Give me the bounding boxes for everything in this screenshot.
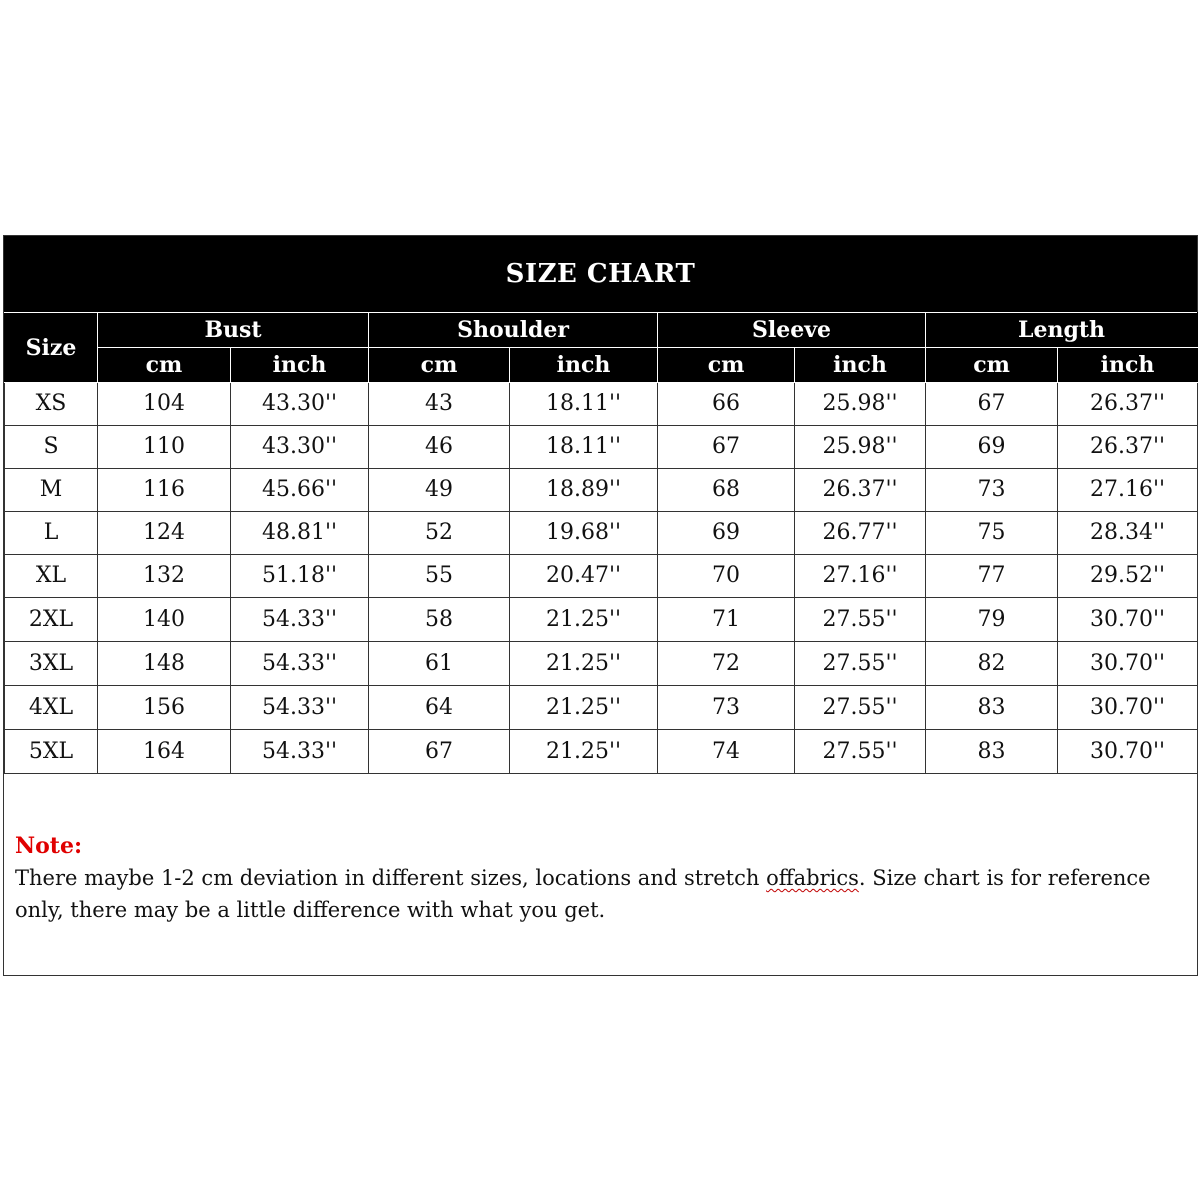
table-cell: 67 bbox=[369, 730, 510, 774]
table-cell: 21.25'' bbox=[510, 686, 658, 730]
table-cell: 104 bbox=[98, 383, 231, 426]
table-cell: 69 bbox=[926, 426, 1058, 469]
table-cell: 21.25'' bbox=[510, 730, 658, 774]
table-cell: 67 bbox=[926, 383, 1058, 426]
size-cell: XL bbox=[5, 555, 98, 598]
table-cell: 19.68'' bbox=[510, 512, 658, 555]
sleeve-group-header: Sleeve bbox=[658, 313, 926, 348]
size-cell: S bbox=[5, 426, 98, 469]
group-header-row bbox=[5, 313, 1198, 348]
table-cell: 27.16'' bbox=[1058, 469, 1198, 512]
table-cell: 26.37'' bbox=[1058, 383, 1198, 426]
note-text-part: . Size chart is for reference only, there may be a little difference with what you get. bbox=[15, 866, 1151, 922]
size-chart bbox=[3, 235, 1198, 976]
table-cell: 67 bbox=[658, 426, 795, 469]
table-cell: 27.55'' bbox=[795, 598, 926, 642]
size-cell: 4XL bbox=[5, 686, 98, 730]
table-cell: 49 bbox=[369, 469, 510, 512]
table-cell: 66 bbox=[658, 383, 795, 426]
table-row bbox=[5, 642, 1198, 686]
table-cell: 30.70'' bbox=[1058, 642, 1198, 686]
table-cell: 26.37'' bbox=[1058, 426, 1198, 469]
bust-group-header: Bust bbox=[98, 313, 369, 348]
table-cell: 52 bbox=[369, 512, 510, 555]
table-cell: 64 bbox=[369, 686, 510, 730]
unit-header: cm bbox=[369, 348, 510, 383]
table-row bbox=[5, 426, 1198, 469]
table-cell: 132 bbox=[98, 555, 231, 598]
table-cell: 51.18'' bbox=[231, 555, 369, 598]
table-cell: 74 bbox=[658, 730, 795, 774]
table-cell: 68 bbox=[658, 469, 795, 512]
size-cell: 3XL bbox=[5, 642, 98, 686]
table-cell: 77 bbox=[926, 555, 1058, 598]
table-cell: 30.70'' bbox=[1058, 598, 1198, 642]
shoulder-group-header: Shoulder bbox=[369, 313, 658, 348]
table-cell: 25.98'' bbox=[795, 383, 926, 426]
unit-header: inch bbox=[510, 348, 658, 383]
table-cell: 27.55'' bbox=[795, 642, 926, 686]
table-cell: 18.89'' bbox=[510, 469, 658, 512]
table-cell: 18.11'' bbox=[510, 426, 658, 469]
table-cell: 73 bbox=[658, 686, 795, 730]
table-cell: 116 bbox=[98, 469, 231, 512]
table-row bbox=[5, 512, 1198, 555]
table-cell: 43.30'' bbox=[231, 426, 369, 469]
table-cell: 18.11'' bbox=[510, 383, 658, 426]
table-cell: 21.25'' bbox=[510, 598, 658, 642]
length-group-header: Length bbox=[926, 313, 1198, 348]
table-cell: 48.81'' bbox=[231, 512, 369, 555]
table-cell: 30.70'' bbox=[1058, 730, 1198, 774]
table-cell: 55 bbox=[369, 555, 510, 598]
table-row bbox=[5, 730, 1198, 774]
table-cell: 82 bbox=[926, 642, 1058, 686]
note-section bbox=[15, 830, 1190, 926]
unit-header: cm bbox=[658, 348, 795, 383]
table-cell: 21.25'' bbox=[510, 642, 658, 686]
size-column-header: Size bbox=[5, 313, 98, 383]
table-cell: 54.33'' bbox=[231, 730, 369, 774]
table-cell: 20.47'' bbox=[510, 555, 658, 598]
size-table bbox=[4, 312, 1198, 774]
size-cell: XS bbox=[5, 383, 98, 426]
size-cell: L bbox=[5, 512, 98, 555]
table-cell: 54.33'' bbox=[231, 642, 369, 686]
table-row bbox=[5, 686, 1198, 730]
table-cell: 69 bbox=[658, 512, 795, 555]
table-cell: 30.70'' bbox=[1058, 686, 1198, 730]
table-cell: 156 bbox=[98, 686, 231, 730]
table-cell: 148 bbox=[98, 642, 231, 686]
table-cell: 61 bbox=[369, 642, 510, 686]
table-cell: 27.55'' bbox=[795, 730, 926, 774]
table-cell: 73 bbox=[926, 469, 1058, 512]
table-cell: 79 bbox=[926, 598, 1058, 642]
unit-header: cm bbox=[926, 348, 1058, 383]
unit-header: inch bbox=[795, 348, 926, 383]
table-cell: 72 bbox=[658, 642, 795, 686]
table-cell: 83 bbox=[926, 730, 1058, 774]
size-cell: 2XL bbox=[5, 598, 98, 642]
table-row bbox=[5, 598, 1198, 642]
table-cell: 43 bbox=[369, 383, 510, 426]
table-cell: 25.98'' bbox=[795, 426, 926, 469]
table-cell: 58 bbox=[369, 598, 510, 642]
table-row bbox=[5, 469, 1198, 512]
table-cell: 83 bbox=[926, 686, 1058, 730]
table-cell: 45.66'' bbox=[231, 469, 369, 512]
unit-header-row bbox=[5, 348, 1198, 383]
table-cell: 43.30'' bbox=[231, 383, 369, 426]
table-row bbox=[5, 383, 1198, 426]
chart-title: SIZE CHART bbox=[4, 236, 1197, 312]
table-cell: 26.37'' bbox=[795, 469, 926, 512]
table-cell: 75 bbox=[926, 512, 1058, 555]
table-cell: 27.55'' bbox=[795, 686, 926, 730]
table-cell: 54.33'' bbox=[231, 686, 369, 730]
table-cell: 27.16'' bbox=[795, 555, 926, 598]
size-cell: 5XL bbox=[5, 730, 98, 774]
table-cell: 29.52'' bbox=[1058, 555, 1198, 598]
unit-header: inch bbox=[1058, 348, 1198, 383]
table-cell: 54.33'' bbox=[231, 598, 369, 642]
spellcheck-marked-word: offabrics bbox=[766, 866, 859, 890]
unit-header: inch bbox=[231, 348, 369, 383]
table-row bbox=[5, 555, 1198, 598]
table-cell: 70 bbox=[658, 555, 795, 598]
note-label: Note: bbox=[15, 833, 83, 859]
table-cell: 110 bbox=[98, 426, 231, 469]
table-cell: 164 bbox=[98, 730, 231, 774]
note-text bbox=[15, 862, 1190, 926]
table-cell: 140 bbox=[98, 598, 231, 642]
note-text-part: There maybe 1-2 cm deviation in different sizes, locations and stretch bbox=[15, 866, 767, 890]
table-cell: 71 bbox=[658, 598, 795, 642]
table-cell: 26.77'' bbox=[795, 512, 926, 555]
table-cell: 46 bbox=[369, 426, 510, 469]
unit-header: cm bbox=[98, 348, 231, 383]
table-cell: 124 bbox=[98, 512, 231, 555]
size-cell: M bbox=[5, 469, 98, 512]
table-cell: 28.34'' bbox=[1058, 512, 1198, 555]
